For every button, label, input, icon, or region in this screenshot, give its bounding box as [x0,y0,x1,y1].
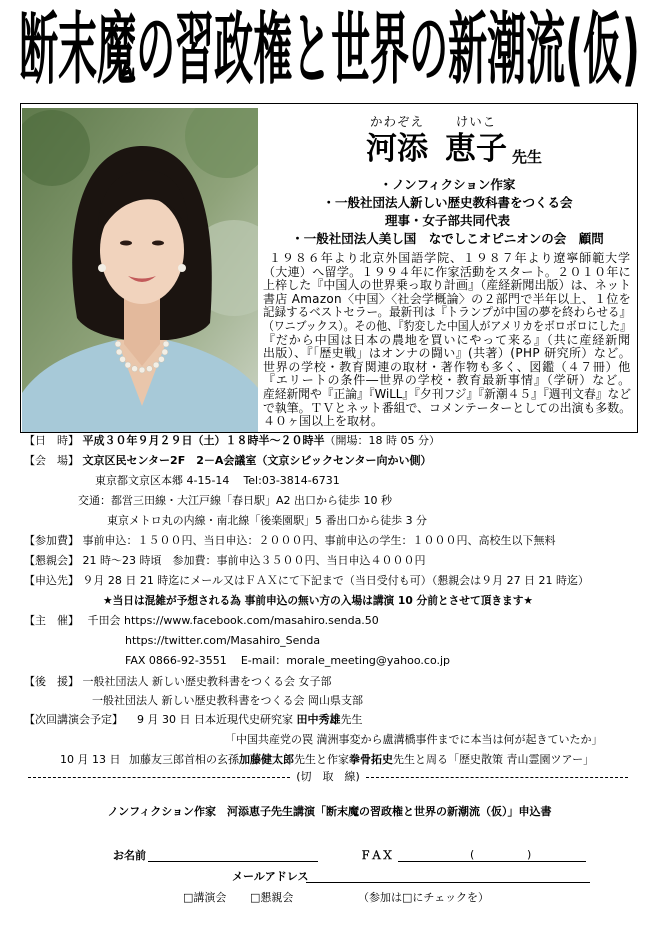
credential-line: ・一般社団法人新しい歴史教科書をつくる会 [322,195,573,210]
bio-line: （大連）へ留学。１９９４年に作家活動をスタート。２０１０年に [263,264,631,279]
next-lecture-topic-row [225,733,603,747]
next-lecture-topic: 「中国共産党の罠 満洲事変から盧溝橋事件までに本当は何が起きていたか」 [225,733,603,746]
venue-address-row [95,474,340,488]
email-label: メールアドレス [232,870,309,883]
party-row [24,554,426,568]
speaker-honorific: 先生 [512,148,543,166]
left-eye [120,241,132,246]
bio-line: 記録するベストセラー。最新刊は『トランプが中国の夢を終わらせる』 [263,305,631,320]
apply-label: 【申込先】 [24,574,79,587]
datetime-value: 平成３０年９月２９日（土）１８時半～２０時半 [82,434,325,447]
event-venue-row [24,454,432,468]
speaker-credentials [258,176,637,248]
next-lecture-honorific: 先生 [340,713,363,726]
access-row-2 [107,514,429,528]
lecture-checkbox[interactable]: □講演会 [183,891,227,904]
right-earring [178,264,186,272]
bio-line: ４０ヶ国以上を取材。 [263,414,384,429]
speaker-biography [263,252,633,429]
cut-line-label: (切 取 線) [296,770,360,783]
credential-line: ・ノンフィクション作家 [379,177,516,192]
tour-intro: 加藤友三郎首相の玄孫 [128,753,239,766]
bio-line: 『エリートの条件―世界の学校・教育最新事情』（学研）など。 [263,373,631,388]
name-label: お名前 [113,849,146,862]
tour-guide-2: 拳骨拓史 [348,753,393,766]
tour-row [60,753,594,767]
fee-row [24,534,556,548]
cut-line-dash-right [366,777,628,778]
doors-open-note: （開場：18 時 05 分） [324,434,440,447]
next-lecture-date: 9 月 30 日 [137,713,191,726]
speaker-family-name-group [364,114,430,166]
venue-tel: Tel:03-3814-6731 [243,474,340,487]
tour-date: 10 月 13 日 [60,753,121,766]
support-line: 一般社団法人 新しい歴史教科書をつくる会 女子部 [82,675,332,688]
furigana-given: けいこ [455,114,497,129]
organizer-label: 【主 催】 [24,614,79,627]
venue-address: 東京都文京区本郷 4-15-14 [95,474,230,487]
fax-field[interactable] [398,861,586,862]
party-value: 21 時～23 時頃 参加費：事前申込３５００円、当日申込４０００円 [82,554,426,567]
apply-value: ９月 28 日 21 時迄にメール又はＦＡＸにて下記まで（当日受付も可）（懇親会は９月 27 日 21 時迄） [82,574,589,587]
flyer-title: 断末魔の習政権と世界の新潮流(仮) [19,6,640,96]
credential-line: ・一般社団法人美し国 なでしこオピニオンの会 顧問 [291,231,604,246]
venue-label: 【会 場】 [24,454,79,467]
tour-guide-1: 加藤健太郎 [238,753,294,766]
next-lecture-label: 【次回講演会予定】 [24,713,123,726]
next-lecture-speaker: 田中秀雄 [296,713,341,726]
next-lecture-role: 日本近現代史研究家 [194,713,293,726]
speaker-given-name: 恵子 [445,131,507,167]
access-info: 東京メトロ丸の内線・南北線「後楽園駅」5 番出口から徒歩 3 分 [107,514,427,527]
support-row-2 [92,694,363,708]
organizer-facebook-link[interactable]: https://www.facebook.com/masahiro.senda.50 [124,614,379,627]
venue-value: 文京区民センター2F 2－A会議室（文京シビックセンター向かい側） [82,454,432,467]
organizer-contact-row [125,654,450,668]
bio-line: 『だから中国は日本の農地を買いにやって来る』（共に産経新聞 [263,332,631,347]
speaker-given-name-group [443,114,509,166]
fee-value: 事前申込：１５００円、当日申込：２０００円、事前申込の学生：１０００円、高校生以下無料 [82,534,556,547]
party-checkbox[interactable]: □懇親会 [250,891,294,904]
bio-line: で執筆。ＴＶとネット番組で、コメンテーターとしての出演も多数。 [263,400,631,415]
application-form-title: ノンフィクション作家 河添恵子先生講演「断末魔の習政権と世界の新潮流（仮）」申込書 [107,805,552,818]
right-eye [152,241,164,246]
fee-label: 【参加費】 [24,534,79,547]
apply-row [24,574,590,588]
bio-line: （ワニブックス）。その他、『豹変した中国人がアメリカをボロボロにした』 [263,318,631,333]
bio-line: 上梓した『中国人の世界乗っ取り計画』（産経新聞出版）は、ネット [263,278,631,293]
tour-mid: 先生と作家 [293,753,349,766]
bio-line: 出版）、『「歴史戦」はオンナの闘い』(共著）(PHP 研究所）など。 [263,346,631,361]
speaker-family-name: 河添 [366,131,428,167]
furigana-family: かわぞえ [369,114,424,129]
fax-area-paren-close: ) [527,848,532,861]
entry-notice: ★当日は混雑が予想される為 事前申込の無い方の入場は講演 10 分前とさせて頂きます★ [103,594,533,607]
bio-line: １９８６年より北京外国語学院、１９８７年より遼寧師範大学 [269,251,631,265]
cut-line [28,770,628,784]
bio-line: 産経新聞や『正論』『WiLL』『夕刊フジ』『新潮４５』『週刊文春』など [263,386,631,401]
fax-label: ＦＡＸ [360,849,393,862]
speaker-photo [22,108,258,432]
application-form-title-row [0,805,659,819]
access-row-1 [78,494,392,508]
support-row [24,675,332,689]
support-line: 一般社団法人 新しい歴史教科書をつくる会 岡山県支部 [92,694,363,707]
bio-line: 書店 Amazon〈中国〉〈社会学概論〉の２部門で半年以上、１位を [263,291,631,306]
datetime-label: 【日 時】 [24,434,79,447]
party-label: 【懇親会】 [24,554,79,567]
email-field[interactable] [306,882,590,883]
flyer-title-container [0,6,659,96]
event-datetime-row [24,434,440,448]
bio-line: 世界の学校・教育関連の取材・著作物も多く、図鑑（４７冊）他 [263,359,631,374]
checkbox-instruction: （参加は□にチェックを） [358,891,490,904]
name-field[interactable] [148,861,318,862]
organizer-twitter-link[interactable]: https://twitter.com/Masahiro_Senda [125,634,321,647]
tour-outro: 先生と周る「歴史散策 青山霊園ツアー」 [392,753,595,766]
credential-line: 理事・女子部共同代表 [384,213,510,228]
notice-row [103,594,546,608]
organizer-name: 千田会 [87,614,121,627]
next-lecture-row [24,713,363,727]
support-label: 【後 援】 [24,675,79,688]
fax-area-paren-open: ( [470,848,475,861]
organizer-row [24,614,379,628]
left-earring [98,264,106,272]
organizer-twitter-row [125,634,320,648]
access-info: 交通：都営三田線・大江戸線「春日駅」A2 出口から徒歩 10 秒 [78,494,393,507]
organizer-fax: FAX 0866-92-3551 [125,654,227,667]
cut-line-dash-left [28,777,290,778]
organizer-email[interactable]: E-mail：morale_meeting@yahoo.co.jp [240,654,451,667]
